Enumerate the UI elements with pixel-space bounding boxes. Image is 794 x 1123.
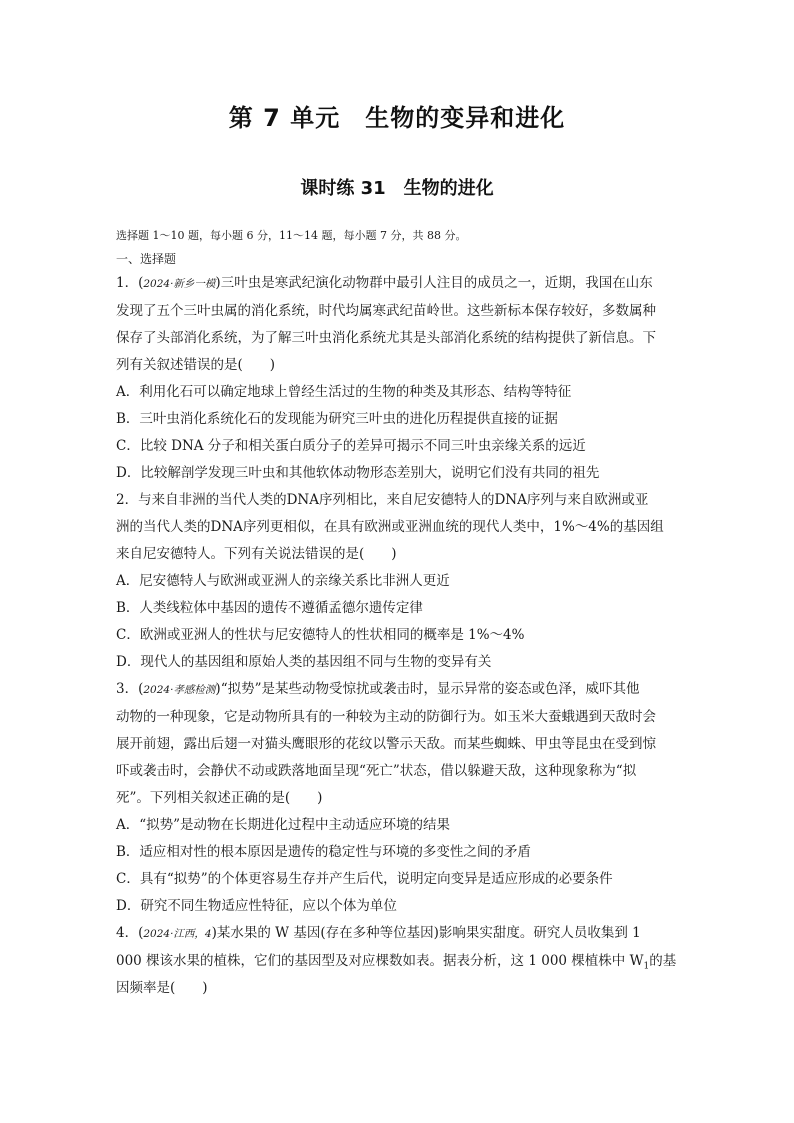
question-text: )某水果的 W 基因(存在多种等位基因)影响果实甜度。研究人员收集到 1 [211,925,641,941]
question-line: 吓或袭击时，会静伏不动或跌落地面呈现“死亡”状态，借以躲避天敌，这种现象称为“拟 [116,763,637,779]
question-line: 洲的当代人类的DNA序列更相似，在具有欧洲或亚洲血统的现代人类中，1%～4%的基因组 [116,519,664,535]
section-heading: 一、选择题 [116,252,177,266]
question-text: )“拟势”是某些动物受惊扰或袭击时，显示异常的姿态或色泽，威吓其他 [215,681,640,697]
option-d: D．现代人的基因组和原始人类的基因组不同与生物的变异有关 [116,654,492,670]
question-line [116,676,682,704]
question-1 [116,270,682,487]
unit-title: 第 7 单元 生物的变异和进化 [228,104,566,132]
question-4 [116,920,682,1002]
option-c: C．欧洲或亚洲人的性状与尼安德特人的性状相同的概率是 1%～4% [116,627,525,643]
option-b: B．适应相对性的根本原因是遗传的稳定性与环境的多变性之间的矛盾 [116,844,531,860]
question-line [116,270,682,298]
lesson-title: 课时练 31 生物的进化 [300,178,494,199]
question-text: )三叶虫是寒武纪演化动物群中最引人注目的成员之一，近期，我国在山东 [215,275,653,291]
question-text: 的基 [649,953,677,969]
question-number: 1．( [116,275,144,291]
option-a: A．利用化石可以确定地球上曾经生活过的生物的种类及其形态、结构等特征 [116,384,572,400]
question-number: 4．( [116,925,144,941]
question-line: 动物的一种现象，它是动物所具有的一种较为主动的防御行为。如玉米大蚕蛾遇到天敌时会 [116,709,656,725]
question-line: 列有关叙述错误的是( ) [116,357,276,373]
question-source: 2024·新乡一模 [143,278,216,290]
option-b: B．三叶虫消化系统化石的发现能为研究三叶虫的进化历程提供直接的证据 [116,411,558,427]
question-source: 2024·孝感检测 [143,684,216,696]
question-line: 保存了头部消化系统，为了解三叶虫消化系统尤其是头部消化系统的结构提供了新信息。下 [116,330,656,346]
question-line: 发现了五个三叶虫属的消化系统，时代均属寒武纪苗岭世。这些新标本保存较好，多数属种 [116,303,656,319]
option-a: A．尼安德特人与欧洲或亚洲人的亲缘关系比非洲人更近 [116,573,450,589]
instructions: 选择题 1～10 题，每小题 6 分，11～14 题，每小题 7 分，共 88 分。 [116,229,467,242]
question-3 [116,676,682,920]
question-line [116,920,682,948]
question-text: 000 棵该水果的植株，它们的基因型及对应棵数如表。据表分析，这 1 000 棵植株中 W [116,953,644,969]
question-line [116,948,682,975]
option-b: B．人类线粒体中基因的遗传不遵循孟德尔遗传定律 [116,600,423,616]
question-2 [116,487,682,676]
question-line: 2．与来自非洲的当代人类的DNA序列相比，来自尼安德特人的DNA序列与来自欧洲或亚 [116,492,649,508]
question-source: 2024·江西，4 [143,928,212,940]
question-line: 因频率是( ) [116,980,208,996]
option-d: D．研究不同生物适应性特征，应以个体为单位 [116,898,397,914]
question-line: 展开前翅，露出后翅一对猫头鹰眼形的花纹以警示天敌。而某些蜘蛛、甲虫等昆虫在受到惊 [116,736,656,752]
question-line: 死”。下列相关叙述正确的是( ) [116,790,323,806]
subscript: 1 [643,961,650,972]
option-c: C．具有“拟势”的个体更容易生存并产生后代，说明定向变异是适应形成的必要条件 [116,871,613,887]
exercise-content [116,224,682,1002]
option-d: D．比较解剖学发现三叶虫和其他软体动物形态差别大，说明它们没有共同的祖先 [116,465,600,481]
option-c: C．比较 DNA 分子和相关蛋白质分子的差异可揭示不同三叶虫亲缘关系的远近 [116,438,586,454]
question-number: 3．( [116,681,144,697]
option-a: A．“拟势”是动物在长期进化过程中主动适应环境的结果 [116,817,451,833]
question-line: 来自尼安德特人。下列有关说法错误的是( ) [116,546,397,562]
